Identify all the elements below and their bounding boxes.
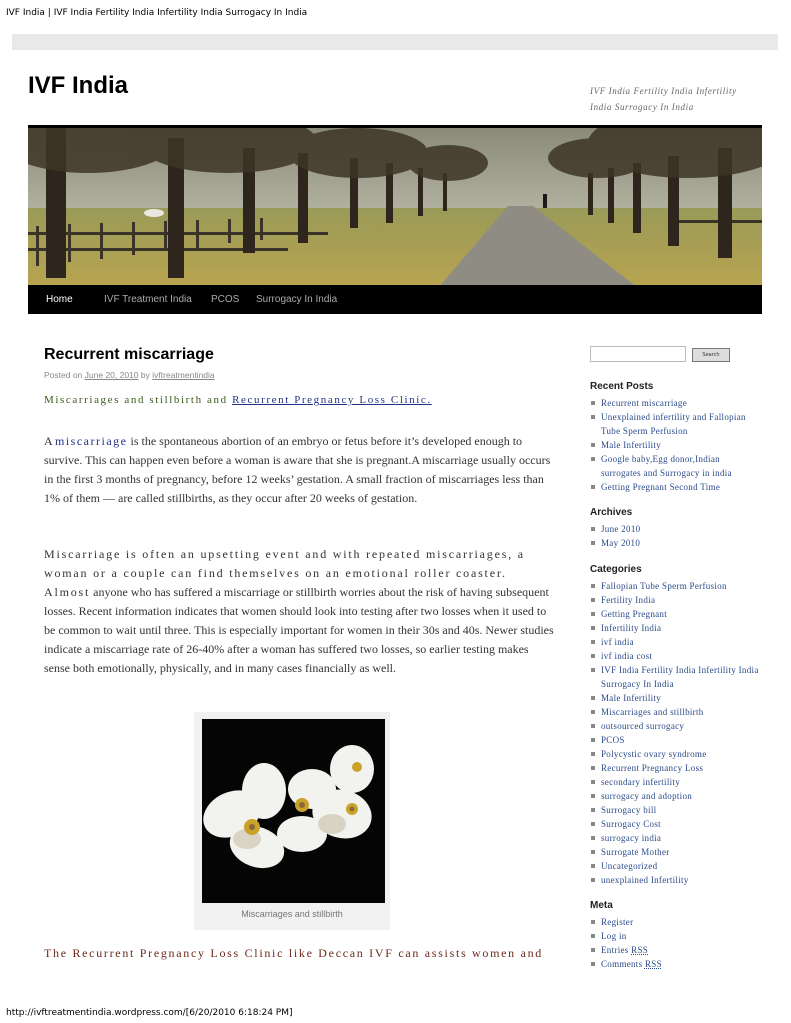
miscarriage-link[interactable]: miscarriage [55, 434, 128, 448]
post-figure [194, 712, 390, 930]
search-input[interactable] [590, 346, 686, 362]
comments-rss-link[interactable] [590, 957, 760, 971]
recent-posts-list [590, 396, 760, 494]
category-link[interactable]: Getting Pregnant [590, 607, 760, 621]
category-link[interactable]: Surrogacy bill [590, 803, 760, 817]
nav-home[interactable]: Home [46, 294, 73, 305]
category-link[interactable]: Polycystic ovary syndrome [590, 747, 760, 761]
category-link[interactable]: Surrogate Mother [590, 845, 760, 859]
archives-title: Archives [590, 507, 633, 518]
category-link[interactable]: Surrogacy Cost [590, 817, 760, 831]
category-link[interactable]: surrogacy and adoption [590, 789, 760, 803]
search-button[interactable]: Search [692, 348, 730, 362]
category-link[interactable]: Male Infertility [590, 691, 760, 705]
archives-list [590, 522, 760, 550]
browser-footer-url: http://ivftreatmentindia.wordpress.com/[6/20/2010 6:18:24 PM] [6, 1008, 293, 1018]
post-author-link[interactable]: ivftreatmentindia [152, 370, 215, 380]
comments-label: Comments [601, 959, 643, 969]
post-meta [44, 370, 554, 380]
meta-title: Meta [590, 900, 613, 911]
header-banner-image [28, 125, 762, 288]
page-wrapper [12, 50, 778, 976]
category-link[interactable]: Recurrent Pregnancy Loss [590, 761, 760, 775]
category-link[interactable]: Fallopian Tube Sperm Perfusion [590, 579, 760, 593]
recent-posts-title: Recent Posts [590, 381, 654, 392]
recent-post-link[interactable]: Unexplained infertility and Fallopian Tube Sperm Perfusion [590, 410, 760, 438]
paragraph-1 [44, 432, 554, 508]
p1-a: A [44, 434, 53, 448]
rpl-clinic-link[interactable]: Recurrent Pregnancy Loss Clinic. [232, 394, 432, 406]
entries-label: Entries [601, 945, 629, 955]
category-link[interactable]: Infertility India [590, 621, 760, 635]
recent-post-link[interactable]: Google baby,Egg donor,Indian surrogates and Surrogacy in india [590, 452, 760, 480]
login-link[interactable]: Log in [590, 929, 760, 943]
rss-abbr: RSS [644, 959, 662, 969]
category-link[interactable]: outsourced surrogacy [590, 719, 760, 733]
category-link[interactable]: unexplained Infertility [590, 873, 760, 887]
p2-rest: anyone who has suffered a miscarriage or stillbirth worries about the risk of having subsequent losses. Recent information indicates that women should look into testing after two losses when it used to be common to wait until three. This is especially important for women in their 30s and 40s. Newer studies indicate a miscarriage rate of 26-40% after a woman has suffered two losses, so earlier testing makes sense both emotionally, physically, and in many cases financially as well. [44, 585, 554, 675]
site-description: IVF India Fertility India Infertility India Surrogacy In India [590, 86, 737, 112]
categories-title: Categories [590, 564, 642, 575]
recent-post-link[interactable]: Getting Pregnant Second Time [590, 480, 760, 494]
main-nav [28, 285, 762, 314]
browser-page-title: IVF India | IVF India Fertility India Infertility India Surrogacy In India [6, 8, 308, 18]
register-link[interactable]: Register [590, 915, 760, 929]
category-link[interactable]: ivf india cost [590, 649, 760, 663]
category-link[interactable]: secondary infertility [590, 775, 760, 789]
category-link[interactable]: Uncategorized [590, 859, 760, 873]
category-link[interactable]: PCOS [590, 733, 760, 747]
post-date-link[interactable]: June 20, 2010 [84, 370, 139, 380]
rss-abbr: RSS [631, 945, 649, 955]
category-link[interactable]: ivf india [590, 635, 760, 649]
p1-rest: is the spontaneous abortion of an embryo or fetus before it’s developed enough to survive. This can happen even before a woman is aware that she is pregnant.A miscarriage usually occurs in the first 3 months of pregnancy, before 12 weeks’ gestation. A small fraction of miscarriages less than 1% of them — are called stillbirths, as they occur after 20 weeks of gestation. [44, 434, 551, 505]
post-header [44, 342, 554, 380]
category-link[interactable]: Fertility India [590, 593, 760, 607]
lead-text: Miscarriages and stillbirth and [44, 394, 228, 406]
top-bar [12, 34, 778, 50]
paragraph-2 [44, 545, 554, 678]
figure-caption: Miscarriages and stillbirth [241, 909, 343, 919]
site-title[interactable]: IVF India [28, 72, 129, 99]
p2-spaced: Miscarriage is often an upsetting event and with repeated miscarriages, a woman or a couple can find themselves on an emotional roller coaster. Almost [44, 547, 525, 599]
category-link[interactable]: surrogacy india [590, 831, 760, 845]
meta-by: by [140, 370, 150, 380]
category-link[interactable]: Miscarriages and stillbirth [590, 705, 760, 719]
meta-prefix: Posted on [44, 370, 83, 380]
nav-ivf-treatment-india[interactable]: IVF Treatment India [104, 294, 192, 305]
categories-list [590, 579, 760, 887]
archive-link[interactable]: June 2010 [590, 522, 760, 536]
post-lead [44, 394, 432, 406]
entries-rss-link[interactable] [590, 943, 760, 957]
nav-pcos[interactable]: PCOS [211, 294, 240, 305]
paragraph-3: The Recurrent Pregnancy Loss Clinic like Deccan IVF can assists women and [44, 946, 543, 960]
post-title[interactable]: Recurrent miscarriage [44, 346, 214, 363]
category-link[interactable]: IVF India Fertility India Infertility India Surrogacy In India [590, 663, 760, 691]
recent-post-link[interactable]: Recurrent miscarriage [590, 396, 760, 410]
meta-list [590, 915, 760, 971]
flower-image[interactable] [202, 719, 385, 903]
nav-surrogacy-in-india[interactable]: Surrogacy In India [256, 294, 338, 305]
recent-post-link[interactable]: Male Infertility [590, 438, 760, 452]
archive-link[interactable]: May 2010 [590, 536, 760, 550]
